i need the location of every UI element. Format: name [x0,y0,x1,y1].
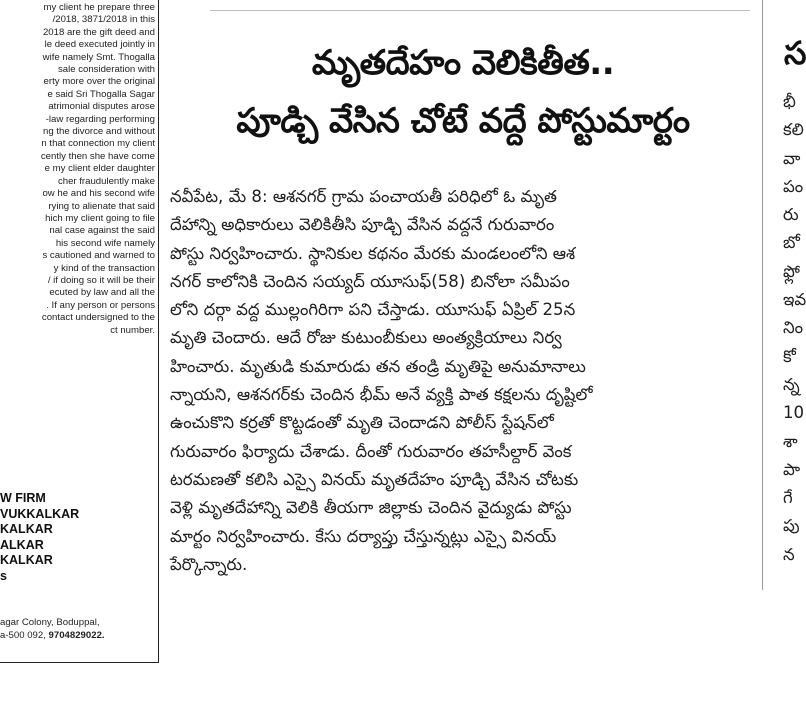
article-body [170,183,750,579]
notice-line: his second wife namely [55,237,155,249]
notice-line: erty more over the original [43,76,155,88]
next-article-headline: స [784,34,806,72]
body-line: లోని దర్గా వద్ద ముల్లంగిరిగా పని చేస్తాడు. యూసుఫ్ ఏప్రిల్ 25న [170,300,576,320]
notice-line: ecuted by law and all the [49,287,155,299]
body-line: ఉంచుకొని కర్రతో కొట్టడంతో మృతి చెందాడని పోలీస్ స్టేషన్‌లో [170,413,554,433]
fragment-line: పు [783,516,800,536]
body-line: మృతి చెందారు. ఆదే రోజు కుటుంబీకులు అంత్యక్రియాలు నిర్వ [170,328,562,348]
notice-line: -law regarding performing [45,113,155,125]
fragment-line: కో [783,346,796,366]
notice-line: my client he prepare three [43,2,155,13]
fragment-line: పం [783,176,804,196]
notice-line: cently then she have come [40,150,155,162]
notice-line: . If any person or persons [46,299,155,311]
fragment-line: భీ [783,92,796,111]
fragment-line: న [783,544,795,564]
notice-line: hich my client going to file [45,212,155,224]
body-line: టరమణతో కలిసి ఎస్సై వినయ్ మృతదేహం పూడ్చి వేసిన చోటకు [170,469,579,489]
notice-line: contact undersigned to the [41,312,155,324]
fragment-line: గే [783,488,793,508]
notice-body [0,2,155,337]
body-line: నగర్ కాలోనికి చెందిన సయ్యద్ యూసుఫ్(58) బినోలా సమీపం [170,271,570,291]
fragment-line: ఫ్లో [783,261,800,281]
notice-line: n that connection my client [41,138,155,150]
address-line: agar Colony, Boduppal, [0,617,100,628]
notice-line: wife namely Smt. Thogalla [42,51,155,63]
body-line: పోస్టు నిర్వహించారు. స్థానికుల కథనం మేరకు మండలంలోని ఆశ [170,243,576,263]
headline-line-2: పూడ్చి వేసిన చోటే వద్దే పోస్టుమార్టం [236,101,690,141]
body-line: దేహాన్ని అధికారులు వెలికితీసి పూడ్చి వేసిన వద్దనే గురువారం [170,215,555,235]
notice-line: e my client elder daughter [44,163,155,175]
fragment-line: పా [783,459,801,479]
notice-line: rying to alienate that said [48,200,155,212]
notice-line: s cautioned and warned to [42,250,155,262]
notice-line: / if doing so it will be their [47,274,155,286]
firm-line: ALKAR [0,537,44,552]
firm-line: KALKAR [0,553,53,567]
firm-line: VUKKALKAR [0,506,80,521]
fragment-line: ఇవ [783,290,806,310]
body-line: గురువారం ఫిర్యాదు చేశాడు. దీంతో గురువారం తహసీల్దార్ వెంక [170,441,572,461]
address-line [0,630,158,643]
fragment-line: రు [783,205,799,225]
phone-number: 9704829022. [48,629,105,641]
notice-line: le deed executed jointly in [44,39,155,51]
fragment-line: నిం [783,318,804,338]
body-line: హించారు. మృతుడి కుమారుడు తన తండ్రి మృతిపై అనుమానాలు [170,356,586,376]
law-firm-signature [0,491,150,584]
notice-line: y kind of the transaction [53,262,155,274]
article-headline [168,34,758,150]
notice-line: ow he and his second wife [42,188,155,200]
notice-line: nal case against the said [49,225,155,237]
firm-line: s [0,568,7,583]
firm-line: KALKAR [0,522,53,536]
fragment-line: కలి [783,120,804,140]
notice-line: e said Sri Thogalla Sagar [47,88,155,100]
legal-notice-column [0,0,160,665]
firm-line: W FIRM [0,491,46,505]
body-line: మార్టం నిర్వహించారు. కేసు దర్యాప్తు చేస్తున్నట్లు ఎస్సై వినయ్ [170,526,557,546]
fragment-line: న్న [783,374,800,394]
fragment-line: బో [783,233,800,253]
top-divider [210,10,750,11]
fragment-line: శా [783,431,798,451]
address-prefix: a-500 092, [0,629,49,641]
fragment-line: వా [783,148,801,168]
firm-address [0,617,158,642]
notice-line: /2018, 3871/2018 in this [52,14,155,26]
notice-line: cher fraudulently make [57,175,155,187]
body-line: నవీపేట, మే 8: ఆశనగర్ గ్రామ పంచాయతీ పరిధిలో ఓ మృత [170,187,557,206]
headline-line-1: మృతదేహం వెలికితీత.. [311,43,615,83]
notice-line: 2018 are the gift deed and [42,26,155,38]
fragment-line: 10 [783,403,805,423]
notice-line: sale consideration with [57,64,155,76]
next-article-body [783,88,806,569]
notice-line: atrimonial disputes arose [48,101,155,113]
notice-line: ct number. [110,324,155,336]
body-line: పేర్కొన్నారు. [170,554,248,574]
body-line: న్నాయని, ఆశనగర్‌కు చెందిన భీమ్ అనే వ్యక్తి పాత కక్షలను దృష్టిలో [170,385,593,405]
notice-line: ng the divorce and without [42,126,155,138]
column-divider [762,0,763,590]
body-line: వెళ్లి మృతదేహాన్ని వెలికి తీయగా జిల్లాకు చెందిన వైద్యుడు పోస్టు [170,498,572,518]
next-article-fragment [770,0,806,726]
